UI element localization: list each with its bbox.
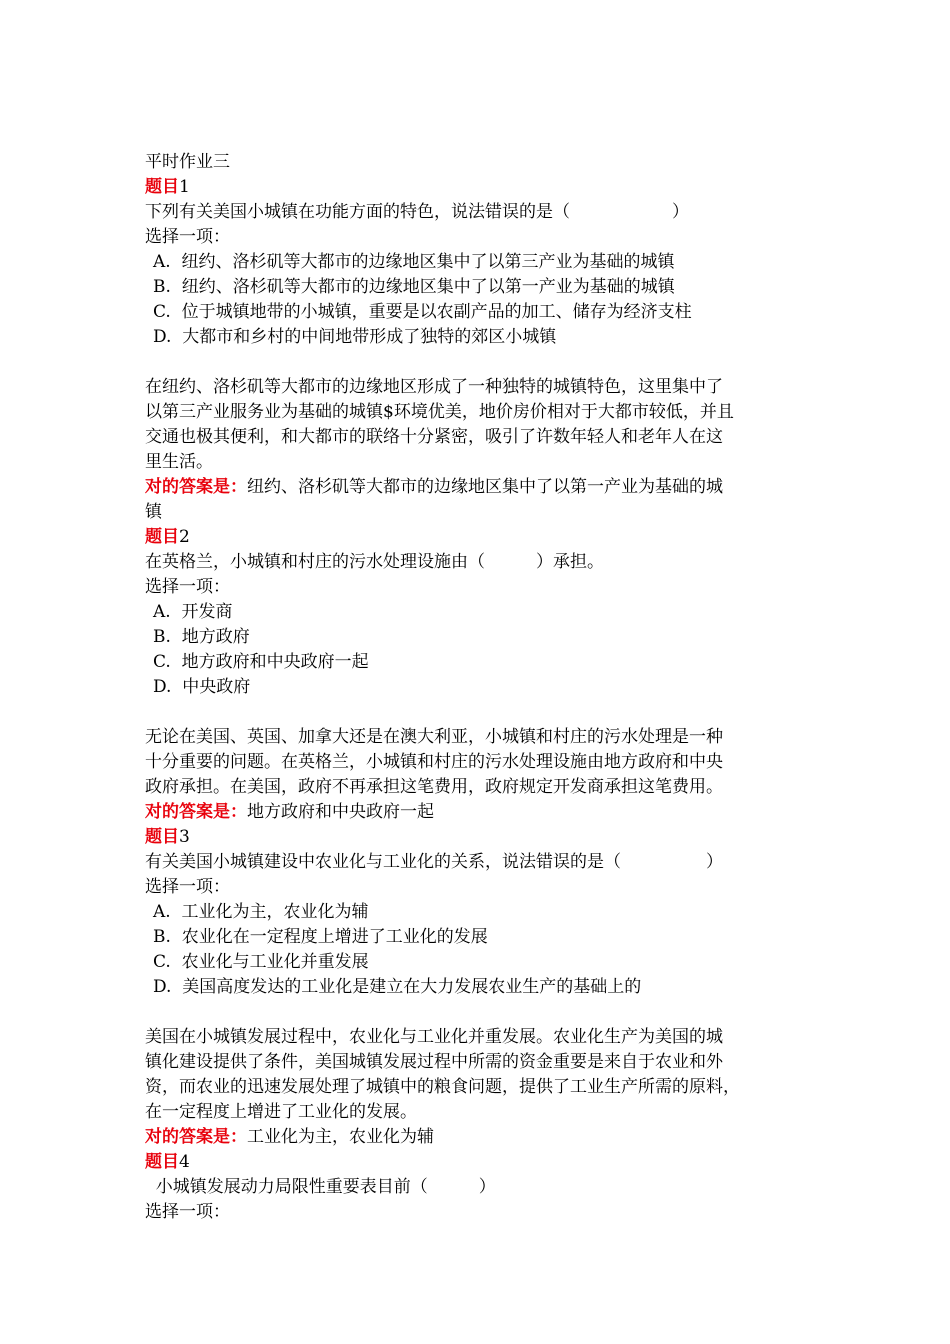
option-c: C. 地方政府和中央政府一起 — [153, 652, 369, 672]
option-b: B. 地方政府 — [153, 627, 250, 647]
question-label: 题目 — [145, 177, 179, 197]
question-stem: 在英格兰，小城镇和村庄的污水处理设施由（ ）承担。 — [145, 552, 604, 572]
question-stem: 有关美国小城镇建设中农业化与工业化的关系，说法错误的是（ ） — [145, 852, 723, 872]
option-a: A. 开发商 — [153, 602, 233, 622]
explanation-line: 里生活。 — [145, 452, 213, 472]
explanation-line: 在纽约、洛杉矶等大都市的边缘地区形成了一种独特的城镇特色，这里集中了 — [145, 377, 723, 397]
question-number: 2 — [179, 527, 190, 547]
option-d: D. 大都市和乡村的中间地带形成了独特的郊区小城镇 — [153, 327, 557, 347]
correct-answer — [145, 1125, 815, 1150]
choose-one-label: 选择一项： — [145, 577, 230, 597]
spacer — [145, 350, 815, 375]
question-number: 3 — [179, 827, 190, 847]
option-c: C. 位于城镇地带的小城镇，重要是以农副产品的加工、储存为经济支柱 — [153, 302, 692, 322]
correct-answer — [145, 475, 815, 500]
explanation-line: 政府承担。在美国，政府不再承担这笔费用，政府规定开发商承担这笔费用。 — [145, 777, 723, 797]
correct-answer — [145, 800, 815, 825]
question-label: 题目 — [145, 527, 179, 547]
correct-answer-label: 对的答案是： — [145, 1127, 247, 1147]
explanation-line: 在一定程度上增进了工业化的发展。 — [145, 1102, 417, 1122]
question-heading — [145, 525, 815, 550]
option-b: B. 农业化在一定程度上增进了工业化的发展 — [153, 927, 488, 947]
question-number: 4 — [179, 1152, 190, 1172]
option-d: D. 美国高度发达的工业化是建立在大力发展农业生产的基础上的 — [153, 977, 642, 997]
document-page — [145, 150, 815, 1225]
spacer — [145, 700, 815, 725]
page-title: 平时作业三 — [145, 152, 230, 172]
question-heading — [145, 1150, 815, 1175]
question-label: 题目 — [145, 1152, 179, 1172]
choose-one-label: 选择一项： — [145, 877, 230, 897]
explanation-line: 交通也极其便利，和大都市的联络十分紧密，吸引了许数年轻人和老年人在这 — [145, 427, 723, 447]
explanation-line: 无论在美国、英国、加拿大还是在澳大利亚，小城镇和村庄的污水处理是一种 — [145, 727, 723, 747]
option-a: A. 纽约、洛杉矶等大都市的边缘地区集中了以第三产业为基础的城镇 — [153, 252, 675, 272]
question-heading — [145, 175, 815, 200]
correct-answer-label: 对的答案是： — [145, 802, 247, 822]
question-stem: 下列有关美国小城镇在功能方面的特色，说法错误的是（ ） — [145, 202, 689, 222]
choose-one-label: 选择一项： — [145, 227, 230, 247]
option-a: A. 工业化为主，农业化为辅 — [153, 902, 369, 922]
correct-answer-text: 地方政府和中央政府一起 — [247, 802, 434, 822]
explanation-line: 美国在小城镇发展过程中，农业化与工业化并重发展。农业化生产为美国的城 — [145, 1027, 723, 1047]
correct-answer-continued: 镇 — [145, 502, 162, 522]
option-b: B. 纽约、洛杉矶等大都市的边缘地区集中了以第一产业为基础的城镇 — [153, 277, 675, 297]
option-c: C. 农业化与工业化并重发展 — [153, 952, 369, 972]
explanation-line: 以第三产业服务业为基础的城镇$环境优美，地价房价相对于大都市较低，并且 — [145, 402, 734, 422]
question-heading — [145, 825, 815, 850]
correct-answer-text: 纽约、洛杉矶等大都市的边缘地区集中了以第一产业为基础的城 — [247, 477, 723, 497]
correct-answer-text: 工业化为主，农业化为辅 — [247, 1127, 434, 1147]
explanation-line: 十分重要的问题。在英格兰，小城镇和村庄的污水处理设施由地方政府和中央 — [145, 752, 723, 772]
question-label: 题目 — [145, 827, 179, 847]
spacer — [145, 1000, 815, 1025]
correct-answer-label: 对的答案是： — [145, 477, 247, 497]
explanation-line: 镇化建设提供了条件，美国城镇发展过程中所需的资金重要是来自于农业和外 — [145, 1052, 723, 1072]
choose-one-label: 选择一项： — [145, 1202, 230, 1222]
option-d: D. 中央政府 — [153, 677, 251, 697]
explanation-line: 资，而农业的迅速发展处理了城镇中的粮食问题，提供了工业生产所需的原料， — [145, 1077, 740, 1097]
question-number: 1 — [179, 177, 190, 197]
question-stem: 小城镇发展动力局限性重要表目前（ ） — [145, 1177, 496, 1197]
